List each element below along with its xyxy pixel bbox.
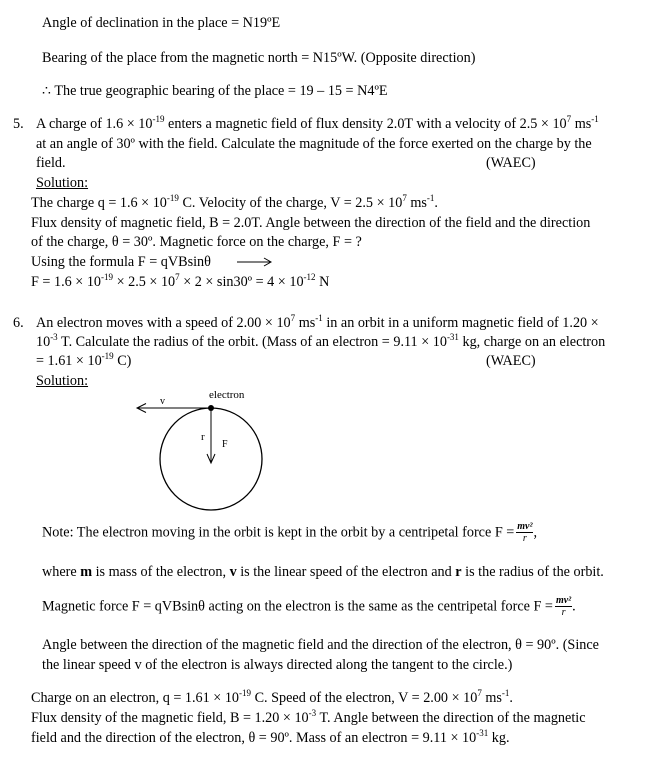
question-5-line-2: at an angle of 30º with the field. Calculate the magnitude of the force exerted on the charge by the [36, 136, 592, 152]
question-5-solution-heading: Solution: [36, 175, 89, 191]
question-5-source: (WAEC) [486, 155, 536, 171]
true-bearing-line: ∴ The true geographic bearing of the place = 19 – 15 = N4ºE [42, 83, 388, 99]
magnetic-force-line: Magnetic force F = qVBsinθ acting on the electron is the same as the centripetal force F = $\frac{\text{mv²}}{r}$ . [42, 595, 576, 618]
q5-solution-line-4: Using the formula F = qVBsinθ [31, 254, 211, 270]
radius-label: r [201, 431, 205, 443]
question-5-line-3: field. [36, 155, 66, 171]
implies-arrow-icon [236, 255, 276, 269]
where-line: where m is mass of the electron, v is the linear speed of the electron and r is the radius of the orbit. [42, 564, 604, 580]
velocity-label: v [160, 396, 165, 407]
q5-solution-line-5: $F = 1.6 \times 10^{-19} \times 2.5 \times 10^7 \times 2$ × sin30º = $4 \times 10^{-12}$ N [31, 272, 330, 290]
force-label: F [222, 439, 228, 450]
question-6-solution-heading: Solution: [36, 373, 89, 389]
declination-line: Angle of declination in the place = N19ºE [42, 15, 281, 31]
question-6-line-3: = $1.61 \times 10^{-19}$ C) [36, 351, 132, 369]
question-6-number: 6. [13, 315, 24, 331]
given-line-3: field and the direction of the electron, θ = 90º. Mass of an electron = $9.11 \times 10^{-31}$ kg. [31, 728, 510, 746]
electron-orbit-diagram [130, 384, 280, 520]
q5-solution-line-3: of the charge, θ = 30º. Magnetic force on the charge, F = ? [31, 234, 362, 250]
question-5-line-1: A charge of $1.6 \times 10^{-19}$ enters a magnetic field of flux density 2.0T with a velocity of $2.5 \times 10^7$ $ms^{-1}$ [36, 114, 599, 132]
angle-line-1: Angle between the direction of the magnetic field and the direction of the electron, θ = 90º. (Since [42, 637, 599, 653]
electron-label: electron [209, 389, 245, 401]
q5-solution-line-1: The charge $q = 1.6 \times 10^{-19}$ C. Velocity of the charge, $V = 2.5 \times 10^7$ $ms^{-1}$. [31, 193, 438, 211]
question-6-source: (WAEC) [486, 353, 536, 369]
question-5-number: 5. [13, 116, 24, 132]
given-line-1: Charge on an electron, $q = 1.61 \times 10^{-19}$ C. Speed of the electron, $V = 2.00 \times 10^7$ $ms^{-1}$. [31, 688, 513, 706]
question-6-line-1: An electron moves with a speed of $2.00 \times 10^7$ $ms^{-1}$ in an orbit in a uniform magnetic field of 1.20 × [36, 313, 599, 331]
centripetal-fraction-2: $\frac{\text{mv²}}{r}$ [555, 595, 572, 618]
bearing-line: Bearing of the place from the magnetic north = N15ºW. (Opposite direction) [42, 50, 476, 66]
note-line: Note: The electron moving in the orbit is kept in the orbit by a centripetal force F = $\frac{\text{mv²}}{r}$ , [42, 521, 538, 544]
angle-line-2: the linear speed v of the electron is always directed along the tangent to the circle.) [42, 657, 513, 673]
question-6-line-2: $10^{-3}$ T. Calculate the radius of the orbit. (Mass of an electron = $9.11 \times 10^{-31}$ kg, charge on an electron [36, 332, 606, 350]
given-line-2: Flux density of the magnetic field, $B = 1.20 \times 10^{-3}$ T. Angle between the direction of the magnetic [31, 708, 586, 726]
q5-solution-line-2: Flux density of magnetic field, B = 2.0T. Angle between the direction of the field and the direction [31, 215, 591, 231]
centripetal-fraction: $\frac{\text{mv²}}{r}$ [517, 521, 533, 544]
